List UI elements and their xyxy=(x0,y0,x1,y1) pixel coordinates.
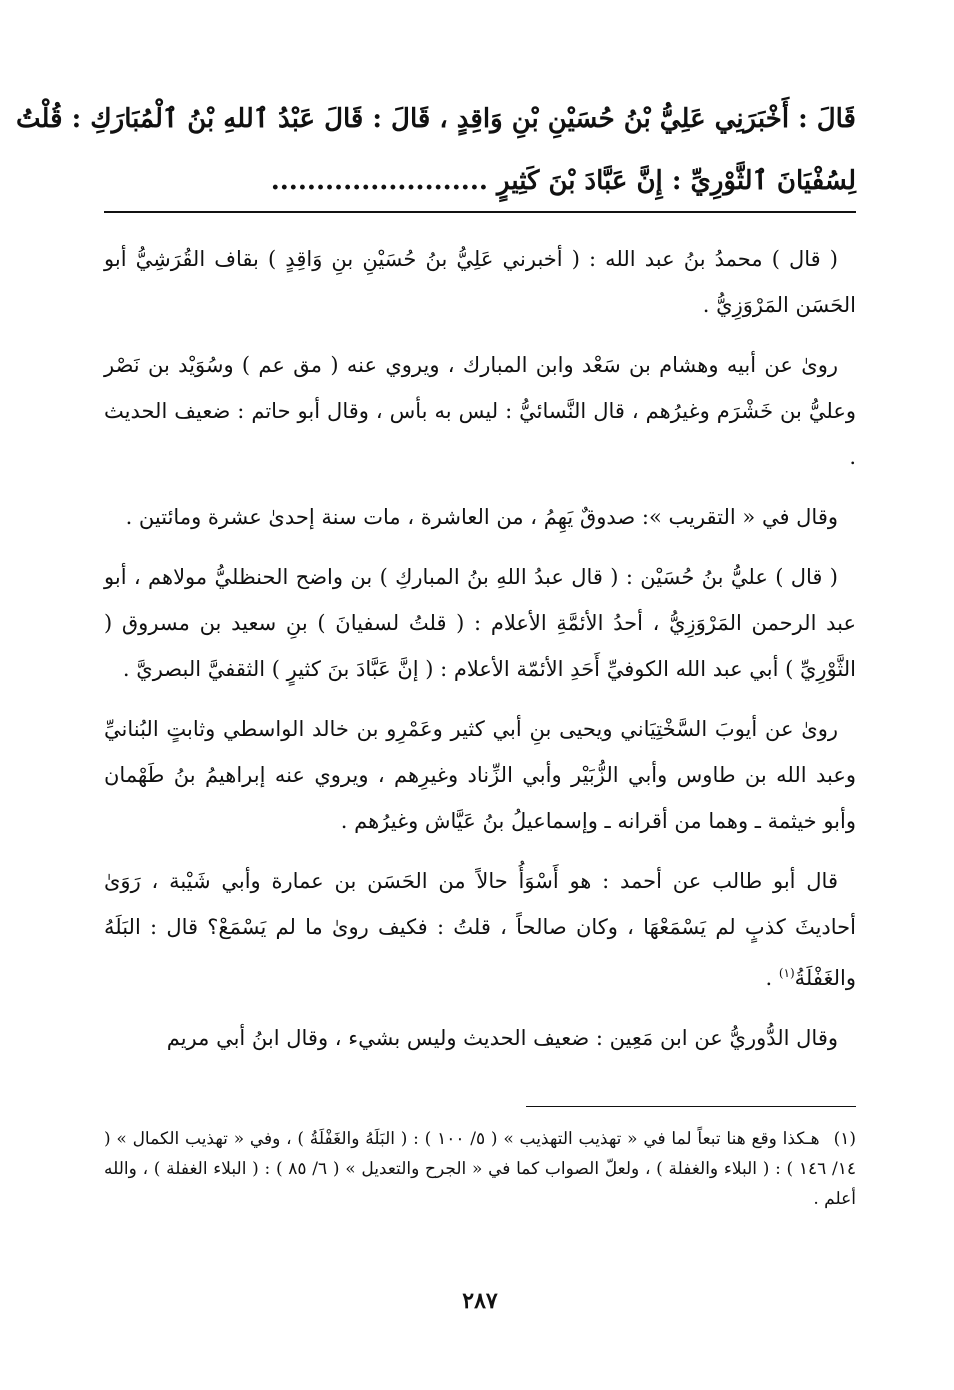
commentary-paragraph-3: وقال في « التقريب »: صدوقٌ يَهِمُ ، من العاشرة ، مات سنة إحدىٰ عشرة ومائتين . xyxy=(125,505,838,529)
footnote-number: (١) xyxy=(833,1129,857,1149)
hadith-line-2-text: لِسُفْيَانَ ٱلثَّوْرِيِّ : إِنَّ عَبَّادَ بْنَ كَثِيرٍ xyxy=(497,166,856,196)
footnote-text: هـكذا وقع هنا تبعاً لما في « تهذيب التهذيب » ( ٥/ ١٠٠ ) : ( البَلَهُ والغَفْلَةُ ) ، وفي « تهذيب الكمال » ( ١٤/ ١٤٦ ) : ( البلاء والغفلة ) ، ولعلّ الصواب كما في « الجرح والتعديل » ( ٦/ ٨٥ ) : ( البلاء الغفلة ) ، والله أعلم . xyxy=(104,1129,856,1209)
commentary-paragraph-2: روىٰ عن أبيه وهشام بن سَعْد وابن المبارك ، ويروي عنه ( مق عم ) وسُوَيْد بن نَصْر وعليُّ بن خَشْرَم وغيرُهم ، قال النَّسائيُّ : ليس به بأس ، وقال أبو حاتم : ضعيف الحديث . xyxy=(104,353,856,469)
hadith-text xyxy=(15,88,856,212)
footnote-1 xyxy=(104,1124,856,1214)
hadith-line-2 xyxy=(104,150,856,212)
commentary-paragraph-6-end: . xyxy=(765,966,779,990)
footnote-reference: (١) xyxy=(778,966,795,980)
commentary-paragraph-7: وقال الدُّوريُّ عن ابن مَعِين : ضعيف الحديث وليس بشيء ، وقال ابنُ أبي مريم xyxy=(166,1026,838,1050)
footnote-divider xyxy=(526,1106,856,1107)
commentary-paragraph-6-text: قال أبو طالب عن أحمد : هو أَسْوَأُ حالاً من الحَسَن بن عمارة وأبي شَيْبة ، رَوَىٰ أحاديثَ كذبٍ لم يَسْمَعْهَا ، وكان صالحاً ، قلتُ : فكيف روىٰ ما لم يَسْمَعْ؟ قال : البَلَهُ والغَفْلَةُ xyxy=(104,869,856,990)
hadith-ellipsis: ........................ xyxy=(270,166,488,196)
commentary-paragraph-4: ( قال ) عليُّ بنُ حُسَيْن : ( قال عبدُ اللهِ بنُ المباركِ ) بن واضح الحنظليُّ مولاهم ، أبو عبد الرحمن المَرْوَزِيُّ ، أحدُ الأئمَّةِ الأعلام : ( قلتُ لسفيانَ ) بنِ سعيد بن مسروق ( الثَّوْرِيِّ ) أبي عبد الله الكوفيِّ أَحَدِ الأئمّة الأعلام : ( إنَّ عَبَّادَ بنَ كثيرٍ ) الثقفيَّ البصريَّ . xyxy=(104,565,856,681)
section-divider xyxy=(104,211,856,213)
hadith-line-1: قَالَ : أَخْبَرَنِي عَلِيُّ بْنُ حُسَيْنِ بْنِ وَاقِدٍ ، قَالَ : قَالَ عَبْدُ ٱللهِ بْنُ ٱلْمُبَارَكِ : قُلْتُ xyxy=(15,104,856,134)
commentary-paragraph-6 xyxy=(104,858,856,1001)
commentary-paragraph-5: روىٰ عن أيوبَ السَّخْتِيَاني ويحيى بنِ أبي كثير وعَمْرِو بن خالد الواسطي وثابتٍ البُنانيِّ وعبد الله بن طاوس وأبي الزُّبَيْر وأبي الزِّناد وغيرِهم ، ويروي عنه إبراهيمُ بنُ طَهْمان وأبو خيثمة ـ وهما من أقرانه ـ وإسماعيلُ بنُ عَيَّاش وغيرُهم . xyxy=(104,717,856,833)
commentary-paragraph-1: ( قال ) محمدُ بنُ عبد الله : ( أخبرني عَلِيُّ بنُ حُسَيْنِ بنِ وَاقِدٍ ) بقاف القُرَشِيُّ أبو الحَسَن المَرْوَزِيُّ . xyxy=(104,247,856,317)
commentary xyxy=(104,236,856,1075)
page-number: ٢٨٧ xyxy=(462,1288,498,1314)
footnotes xyxy=(104,1124,856,1214)
